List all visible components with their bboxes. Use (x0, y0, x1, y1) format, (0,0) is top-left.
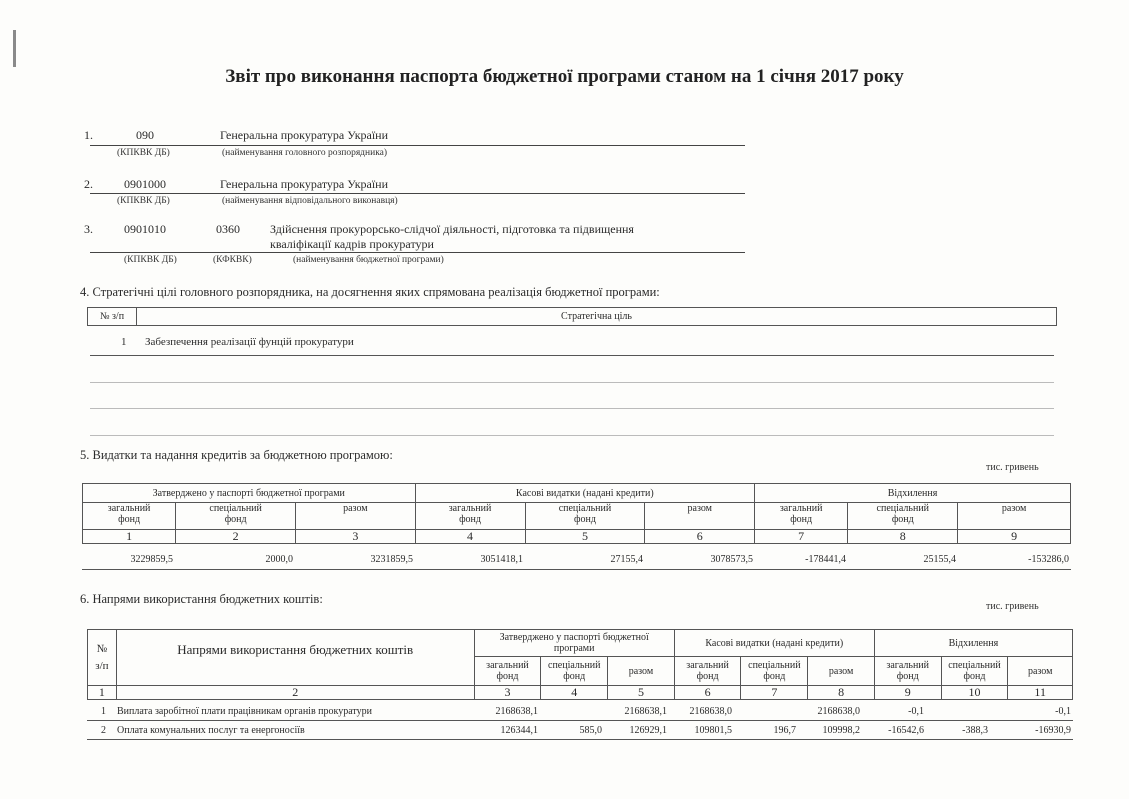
subheader-line: загальний (486, 660, 529, 671)
col-goal-header: Стратегічна ціль (137, 308, 1057, 326)
row-number: 2 (101, 725, 106, 736)
column-index: 10 (941, 686, 1008, 700)
subheader-cell (755, 503, 848, 530)
header-line: Затверджено у паспорті бюджетної (499, 632, 649, 643)
value-cell: 3231859,5 (370, 554, 413, 565)
value-cell: -16542,6 (888, 725, 924, 736)
unit-label: тис. гривень (986, 601, 1039, 612)
value-cell: 2000,0 (265, 554, 293, 565)
group-header-cash: Касові видатки (надані кредити) (674, 630, 874, 657)
code-label: (КПКВК ДБ) (117, 196, 170, 206)
subheader-cell (474, 657, 541, 686)
column-index: 4 (415, 530, 525, 544)
group-header-cash: Касові видатки (надані кредити) (415, 484, 754, 503)
divider (90, 408, 1054, 409)
unit-label: тис. гривень (986, 462, 1039, 473)
column-index: 7 (741, 686, 808, 700)
item-number: 3. (84, 222, 93, 236)
row-name: Виплата заробітної плати працівникам органів прокуратури (117, 706, 373, 717)
subheader-cell (958, 503, 1071, 530)
header-line: № (96, 642, 108, 655)
subheader-cell (415, 503, 525, 530)
subheader-line: загальний (448, 503, 492, 514)
header-line: з/п (95, 659, 109, 672)
header-line: програми (553, 643, 595, 654)
value-cell: -0,1 (908, 706, 924, 717)
subheader-line: разом (343, 503, 368, 514)
divider (87, 720, 1073, 721)
subheader-line: загальний (107, 503, 151, 514)
subheader-cell (608, 657, 675, 686)
subheader-line: спеціальний (948, 660, 1001, 671)
kfkvk-code: 0360 (216, 222, 240, 236)
subheader-line: загальний (779, 503, 823, 514)
kfkvk-label: (КФКВК) (213, 255, 252, 265)
column-index: 4 (541, 686, 608, 700)
value-cell: 2168638,1 (495, 706, 538, 717)
subheader-line: фонд (891, 514, 914, 525)
subheader-line: фонд (496, 671, 519, 682)
value-cell: 3078573,5 (710, 554, 753, 565)
divider (90, 355, 1054, 356)
column-index: 6 (674, 686, 741, 700)
value-cell: 2168638,0 (817, 706, 860, 717)
name-label: (найменування головного розпорядника) (222, 148, 388, 158)
code-label: (КПКВК ДБ) (117, 148, 170, 158)
subheader-line: фонд (574, 514, 596, 525)
value-cell: -0,1 (1055, 706, 1071, 717)
column-index: 3 (296, 530, 415, 544)
subheader-line: фонд (896, 671, 919, 682)
column-index: 5 (608, 686, 675, 700)
value-cell: -388,3 (962, 725, 988, 736)
value-cell: 3229859,5 (130, 554, 173, 565)
subheader-cell (1008, 657, 1073, 686)
subheader-line: спеціальний (209, 503, 262, 514)
subheader-cell (525, 503, 645, 530)
subheader-cell (541, 657, 608, 686)
subheader-line: разом (628, 665, 654, 677)
goal-number: 1 (121, 336, 127, 348)
page-title: Звіт про виконання паспорта бюджетної програми станом на 1 січня 2017 року (225, 66, 904, 87)
group-header-approved: Затверджено у паспорті бюджетної програми (83, 484, 416, 503)
subheader-cell (83, 503, 176, 530)
value-cell: 109801,5 (694, 725, 732, 736)
subheader-cell (674, 657, 741, 686)
value-cell: 25155,4 (923, 554, 956, 565)
value-cell: 126929,1 (629, 725, 667, 736)
col-name-header: Напрями використання бюджетних коштів (116, 630, 474, 686)
value-cell: 196,7 (773, 725, 796, 736)
row-name: Оплата комунальних послуг та енергоносіїв (117, 725, 305, 736)
column-index: 7 (755, 530, 848, 544)
subheader-line: загальний (686, 660, 729, 671)
column-index: 2 (176, 530, 296, 544)
subheader-line: фонд (118, 514, 141, 525)
column-index: 3 (474, 686, 541, 700)
subheader-cell (296, 503, 415, 530)
subheader-line: фонд (563, 671, 586, 682)
subheader-line: фонд (459, 514, 481, 525)
subheader-cell (176, 503, 296, 530)
value-cell: -16930,9 (1035, 725, 1071, 736)
name-label: (найменування відповідального виконавця) (222, 196, 398, 206)
col-number-header: № з/п (88, 308, 137, 326)
item-number: 1. (84, 128, 93, 142)
name-label: (найменування бюджетної програми) (293, 255, 444, 265)
value-cell: 2168638,0 (689, 706, 732, 717)
item-name: Генеральна прокуратура України (220, 177, 389, 191)
subheader-line: фонд (963, 671, 986, 682)
column-index: 1 (88, 686, 117, 700)
value-cell: 2168638,1 (624, 706, 667, 717)
underline (90, 252, 745, 253)
column-index: 11 (1008, 686, 1073, 700)
divider (90, 382, 1054, 383)
col-number-header (88, 630, 117, 686)
subheader-cell (848, 503, 958, 530)
value-cell: 126344,1 (500, 725, 538, 736)
subheader-cell (874, 657, 941, 686)
subheader-line: разом (687, 503, 712, 514)
section-6-heading: 6. Напрями використання бюджетних коштів: (80, 592, 323, 606)
expenditures-table (82, 483, 1071, 544)
column-index: 8 (808, 686, 875, 700)
column-index: 2 (116, 686, 474, 700)
divider (90, 435, 1054, 436)
subheader-line: фонд (763, 671, 786, 682)
subheader-line: спеціальний (748, 660, 801, 671)
subheader-line: разом (1001, 503, 1027, 514)
value-cell: 109998,2 (822, 725, 860, 736)
column-index: 6 (645, 530, 755, 544)
subheader-line: фонд (696, 671, 719, 682)
punch-hole-mark (13, 30, 16, 67)
group-header-deviation: Відхилення (755, 484, 1071, 503)
value-cell: -178441,4 (805, 554, 846, 565)
value-cell: 585,0 (579, 725, 602, 736)
underline (90, 145, 745, 146)
subheader-cell (808, 657, 875, 686)
kpkvk-code: 0901000 (124, 177, 166, 191)
column-index: 8 (848, 530, 958, 544)
column-index: 9 (958, 530, 1071, 544)
underline (90, 193, 745, 194)
subheader-line: фонд (224, 514, 247, 525)
subheader-cell (941, 657, 1008, 686)
program-name-line2: кваліфікації кадрів прокуратури (270, 237, 434, 251)
kpkvk-code: 090 (136, 128, 154, 142)
strategic-goals-table (87, 307, 1057, 326)
subheader-cell (645, 503, 755, 530)
column-index: 5 (525, 530, 645, 544)
value-cell: 3051418,1 (480, 554, 523, 565)
value-cell: 27155,4 (610, 554, 643, 565)
group-header-deviation: Відхилення (874, 630, 1072, 657)
subheader-line: спеціальний (548, 660, 601, 671)
column-index: 1 (83, 530, 176, 544)
row-number: 1 (101, 706, 106, 717)
group-header-approved (474, 630, 674, 657)
divider (82, 569, 1071, 570)
subheader-cell (741, 657, 808, 686)
subheader-line: спеціальний (558, 503, 612, 514)
budget-directions-table (87, 629, 1073, 700)
item-name: Генеральна прокуратура України (220, 128, 389, 142)
subheader-line: фонд (790, 514, 813, 525)
goal-text: Забезпечення реалізації фунцій прокуратури (145, 336, 354, 348)
subheader-line: спеціальний (876, 503, 930, 514)
code-label: (КПКВК ДБ) (124, 255, 177, 265)
subheader-line: разом (1027, 665, 1053, 677)
subheader-line: загальний (886, 660, 929, 671)
kpkvk-code: 0901010 (124, 222, 166, 236)
divider (87, 739, 1073, 740)
value-cell: -153286,0 (1028, 554, 1069, 565)
section-5-heading: 5. Видатки та надання кредитів за бюджетною програмою: (80, 448, 393, 462)
item-number: 2. (84, 177, 93, 191)
program-name-line1: Здійснення прокурорсько-слідчої діяльності, підготовка та підвищення (270, 222, 634, 236)
subheader-line: разом (828, 665, 854, 677)
column-index: 9 (874, 686, 941, 700)
section-4-heading: 4. Стратегічні цілі головного розпорядника, на досягнення яких спрямована реалізація бюджетної програми: (80, 285, 660, 299)
